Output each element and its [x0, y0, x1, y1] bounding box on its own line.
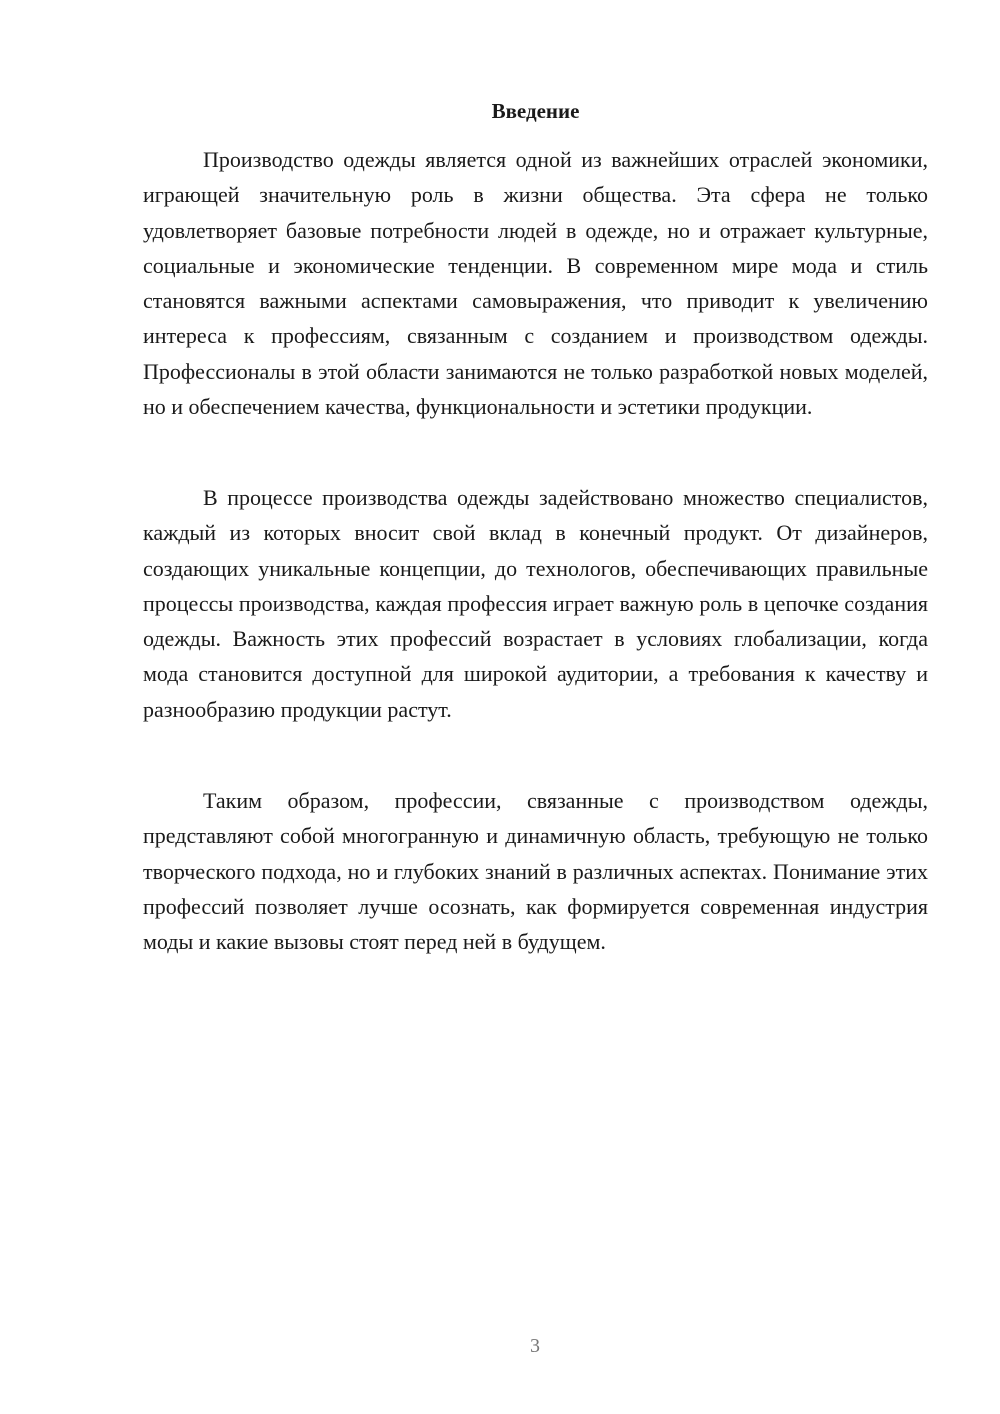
paragraph-2: В процессе производства одежды задействовано множество специалистов, каждый из которых вносит свой вклад в конечный продукт. От дизайнеров, создающих уникальные концепции, до технологов, обеспечивающих правильные процессы производства, каждая профессия играет важную роль в цепочке создания одежды. Важность этих профессий возрастает в условиях глобализации, когда мода становится доступной для широкой аудитории, а требования к качеству и разнообразию продукции растут. — [143, 485, 928, 722]
paragraph-3: Таким образом, профессии, связанные с производством одежды, представляют собой многогранную и динамичную область, требующую не только творческого подхода, но и глубоких знаний в различных аспектах. Понимание этих профессий позволяет лучше осознать, как формируется современная индустрия моды и какие вызовы стоят перед ней в будущем. — [143, 788, 928, 955]
section-heading: Введение — [491, 99, 580, 123]
paragraph-1: Производство одежды является одной из важнейших отраслей экономики, играющей значительную роль в жизни общества. Эта сфера не только удовлетворяет базовые потребности людей в одежде, но и отражает культурные, социальные и экономические тенденции. В современном мире мода и стиль становятся важными аспектами самовыражения, что приводит к увеличению интереса к профессиям, связанным с созданием и производством одежды. Профессионалы в этой области занимаются не только разработкой новых моделей, но и обеспечением качества, функциональности и эстетики продукции. — [143, 147, 928, 420]
page-number: 3 — [530, 1335, 540, 1357]
